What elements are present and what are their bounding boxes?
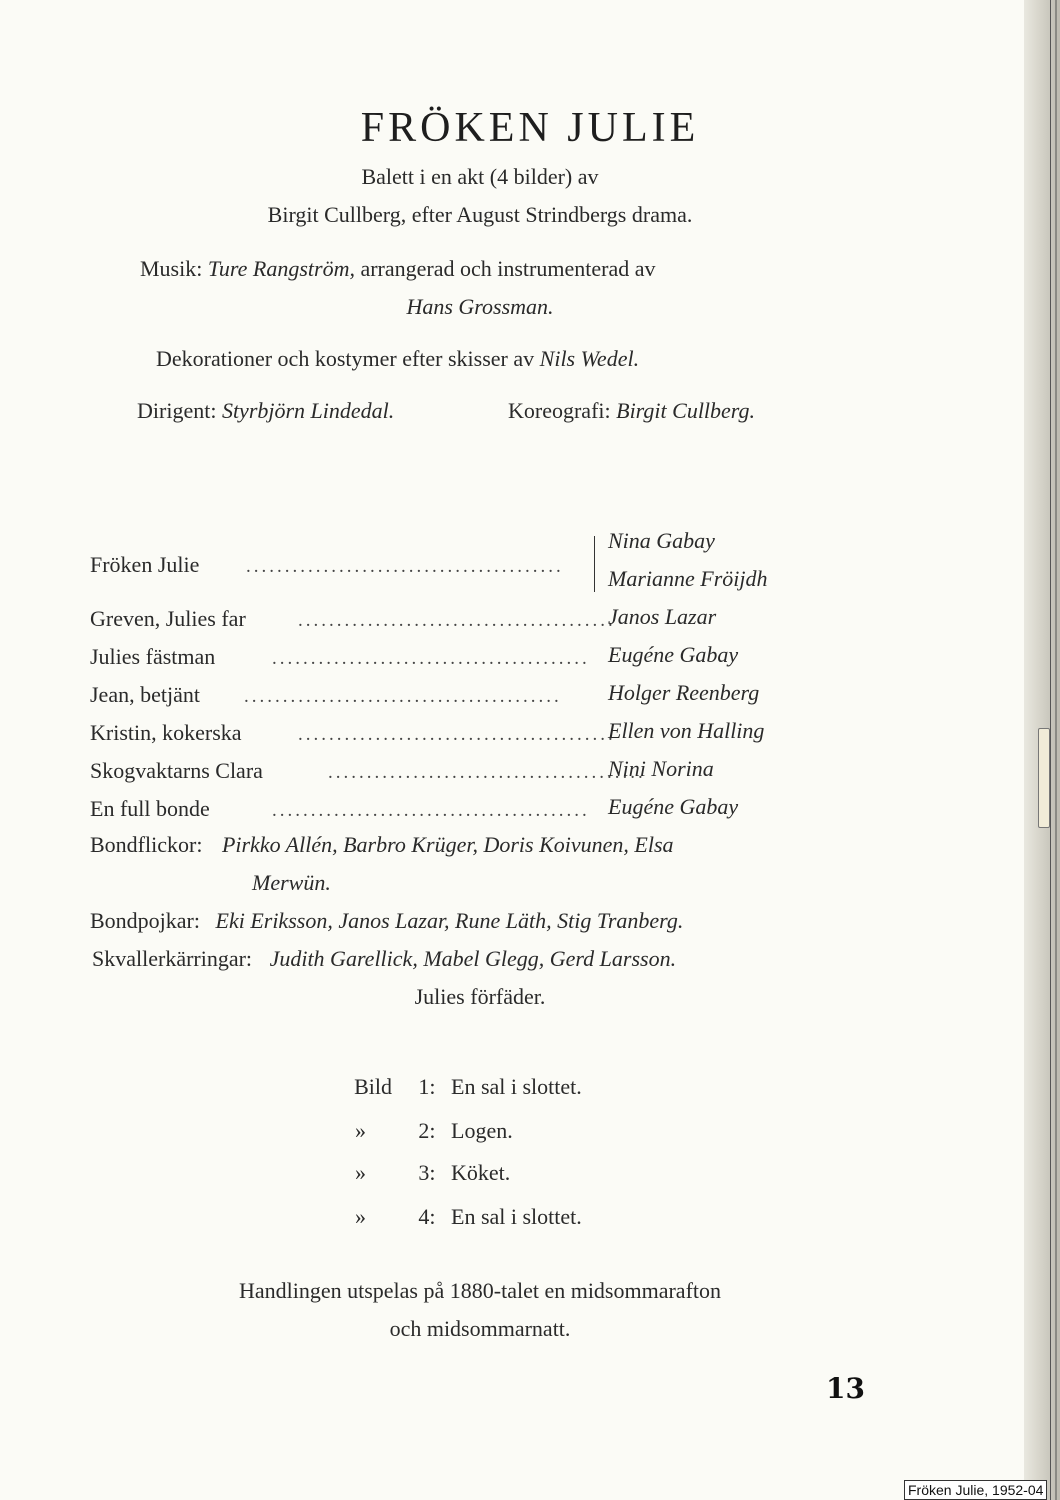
music-label: Musik: bbox=[140, 256, 203, 281]
cast-role: Fröken Julie bbox=[90, 552, 200, 577]
music-credit bbox=[140, 256, 655, 282]
bondflickor-names: Pirkko Allén, Barbro Krüger, Doris Koivunen, Elsa bbox=[221, 832, 674, 857]
bondpojkar-line bbox=[90, 908, 683, 934]
bondflickor-names-cont: Merwün. bbox=[252, 870, 331, 895]
scene-prefix: » bbox=[355, 1118, 366, 1143]
dot-leader: ......................................... bbox=[244, 686, 562, 707]
cast-role: Julies fästman bbox=[90, 644, 216, 669]
cast-actor: Eugéne Gabay bbox=[608, 642, 739, 667]
skvaller-label: Skvallerkärringar: bbox=[92, 946, 253, 971]
page-edge bbox=[1024, 0, 1060, 1500]
cast-actor: Ellen von Halling bbox=[608, 718, 765, 743]
bondflickor-line bbox=[90, 832, 674, 858]
scene-number: 1: bbox=[418, 1074, 436, 1099]
subtitle-line-1: Balett i en akt (4 bilder) av bbox=[361, 164, 599, 189]
ancestors-line: Julies förfäder. bbox=[414, 984, 546, 1009]
cast-actor: Nini Norina bbox=[608, 756, 714, 781]
cast-role: En full bonde bbox=[90, 796, 210, 821]
conductor-credit bbox=[137, 398, 394, 424]
choreo-name: Birgit Cullberg. bbox=[616, 398, 756, 423]
choreo-label: Koreografi: bbox=[508, 398, 611, 423]
bondpojkar-names: Eki Eriksson, Janos Lazar, Rune Läth, Stig Tranberg. bbox=[215, 908, 684, 933]
image-caption: Fröken Julie, 1952-04 bbox=[904, 1480, 1047, 1500]
conductor-name: Styrbjörn Lindedal. bbox=[221, 398, 395, 423]
choreo-credit bbox=[508, 398, 755, 424]
dot-leader: ......................................... bbox=[246, 556, 564, 577]
dot-leader: ......................................... bbox=[272, 800, 590, 821]
scene-number: 4: bbox=[418, 1204, 436, 1229]
music-text: arrangerad och instrumenterad av bbox=[360, 256, 656, 281]
page-title: FRÖKEN JULIE bbox=[360, 105, 700, 151]
cast-actor: Nina Gabay bbox=[608, 528, 715, 553]
cast-actor: Holger Reenberg bbox=[608, 680, 760, 705]
cast-brace bbox=[594, 536, 601, 592]
scene-row bbox=[332, 1074, 582, 1100]
dot-leader: ......................................... bbox=[328, 762, 646, 783]
scene-prefix: » bbox=[355, 1160, 366, 1185]
scene-number: 3: bbox=[418, 1160, 436, 1185]
setting-line-1: Handlingen utspelas på 1880-talet en midsommarafton bbox=[238, 1278, 722, 1303]
scene-text: Logen. bbox=[451, 1118, 513, 1143]
cast-role: Greven, Julies far bbox=[90, 606, 246, 631]
bondflickor-label: Bondflickor: bbox=[90, 832, 203, 857]
page-edge-line bbox=[1050, 0, 1051, 1500]
cast-actor: Marianne Fröijdh bbox=[608, 566, 768, 591]
skvaller-line bbox=[92, 946, 676, 972]
scene-row bbox=[332, 1160, 510, 1186]
scene-text: En sal i slottet. bbox=[451, 1204, 582, 1229]
scene-prefix: » bbox=[355, 1204, 366, 1229]
page-edge-line bbox=[1055, 0, 1057, 1500]
scene-number: 2: bbox=[418, 1118, 436, 1143]
dot-leader: ......................................... bbox=[298, 610, 616, 631]
subtitle-line-2: Birgit Cullberg, efter August Strindbergs drama. bbox=[267, 202, 693, 227]
scene-text: Köket. bbox=[451, 1160, 511, 1185]
bondpojkar-label: Bondpojkar: bbox=[90, 908, 200, 933]
scene-prefix: Bild bbox=[354, 1074, 392, 1099]
scene-row bbox=[332, 1118, 513, 1144]
scene-row bbox=[332, 1204, 582, 1230]
cast-actor: Janos Lazar bbox=[608, 604, 717, 629]
skvaller-names: Judith Garellick, Mabel Glegg, Gerd Larsson. bbox=[269, 946, 677, 971]
page-tab bbox=[1038, 728, 1050, 828]
music-arranger: Hans Grossman. bbox=[406, 294, 554, 319]
conductor-label: Dirigent: bbox=[137, 398, 217, 423]
decor-designer: Nils Wedel. bbox=[539, 346, 640, 371]
page-number: 13 bbox=[826, 1372, 865, 1405]
dot-leader: ......................................... bbox=[298, 724, 616, 745]
setting-line-2: och midsommarnatt. bbox=[389, 1316, 571, 1341]
cast-role: Kristin, kokerska bbox=[90, 720, 242, 745]
scene-text: En sal i slottet. bbox=[451, 1074, 582, 1099]
cast-actor: Eugéne Gabay bbox=[608, 794, 739, 819]
cast-role: Skogvaktarns Clara bbox=[90, 758, 263, 783]
music-composer: Ture Rangström, bbox=[207, 256, 355, 281]
dot-leader: ......................................... bbox=[272, 648, 590, 669]
music-arranger-line bbox=[0, 294, 960, 320]
cast-role: Jean, betjänt bbox=[90, 682, 200, 707]
decor-credit bbox=[156, 346, 639, 372]
decor-text: Dekorationer och kostymer efter skisser av bbox=[156, 346, 535, 371]
